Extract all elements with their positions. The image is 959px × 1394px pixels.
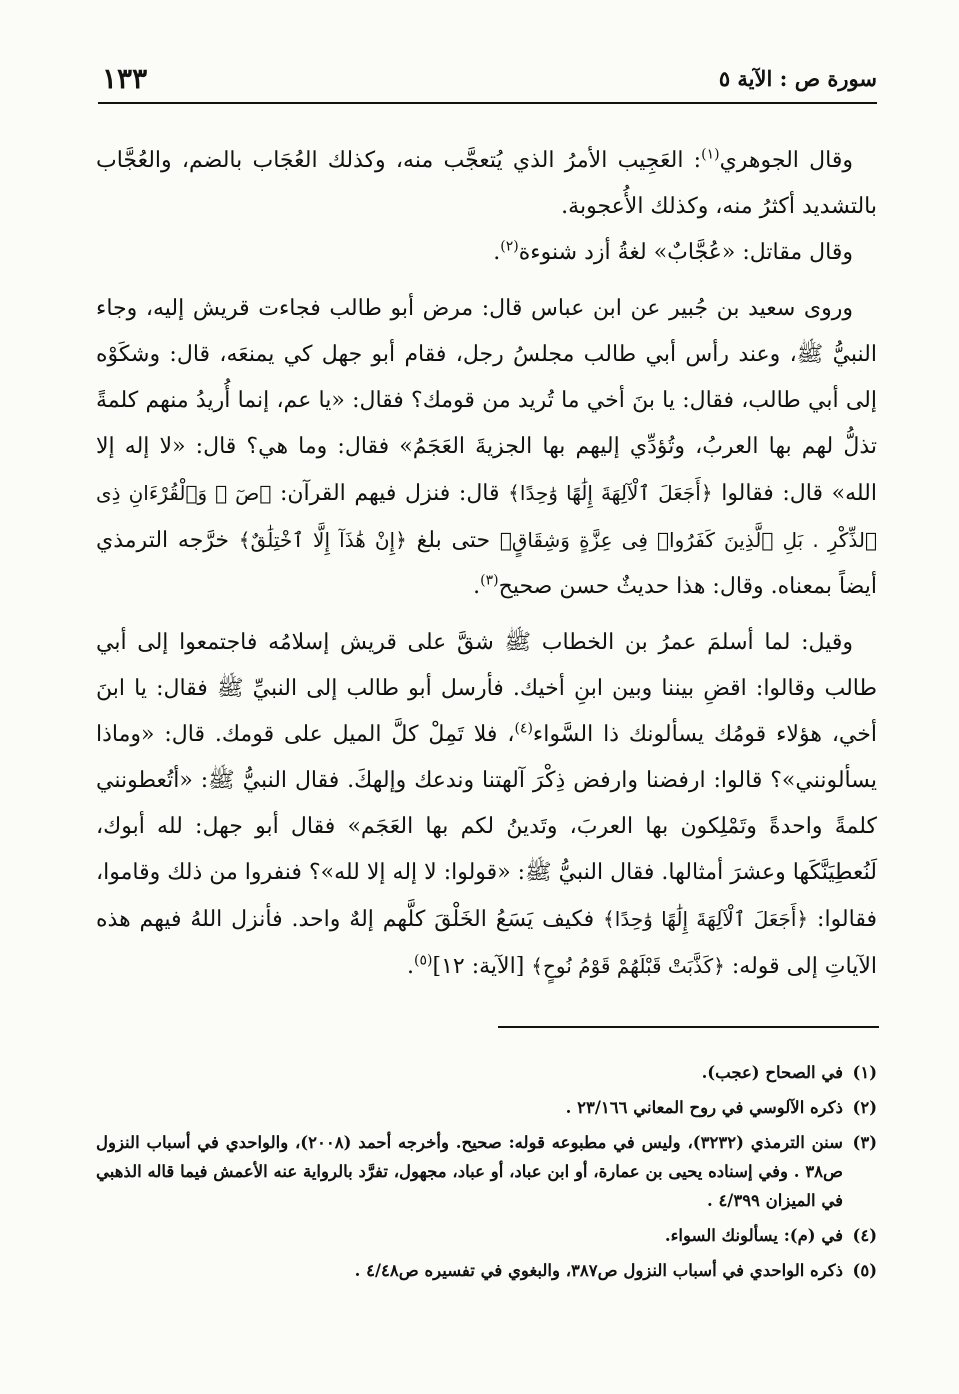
text-run: وقيل: لما أسلمَ عمرُ بن الخطاب ﷺ شقَّ على قريش إسلامُه فاجتمعوا إلى أبي طالب وقالوا: اقضِ بيننا وبين ابنِ أخيك. فأرسل أبو طالب إلى النبيِّ ﷺ فقال: يا ابنَ أخي، هؤلاء قومُك يسألونك ذا السَّواء (96, 630, 877, 747)
footnote-ref: (٥) (414, 952, 433, 969)
footnote-ref: (٣) (480, 572, 499, 589)
quran-verse: ﴿كَذَّبَتْ قَبْلَهُمْ قَوْمُ نُوحٍ﴾ (531, 954, 725, 978)
paragraph-ibn-abbas (96, 286, 877, 610)
quran-verse: ﴿أَجَعَلَ ٱلْآلِهَةَ إِلَٰهًا وَٰحِدًا﴾ (603, 907, 809, 931)
footnote-text: في الصحاح (عجب). (701, 1063, 843, 1082)
footnote-2 (96, 1093, 877, 1122)
footnote-number: (٣) (852, 1133, 877, 1152)
text-run: قال: فنزل فيهم القرآن: (271, 481, 509, 506)
footnote-ref: (٤) (514, 720, 533, 737)
text-run: وقال الجوهري (719, 148, 853, 173)
page-number: ١٣٣ (102, 62, 148, 95)
footnote-number: (٤) (852, 1226, 877, 1245)
footnote-text: ذكره الواحدي في أسباب النزول ص٣٨٧، والبغوي في تفسيره ص٤/٤٨ . (354, 1261, 843, 1280)
footnote-3 (96, 1128, 877, 1215)
footnote-4 (96, 1221, 877, 1250)
text-run: [الآية: ١٢] (432, 954, 532, 979)
footnote-divider (498, 1026, 879, 1028)
text-run: وروى سعيد بن جُبير عن ابن عباس قال: مرض أبو طالب فجاءت قريش إليه، وجاء النبيُّ ﷺ، وعند رأس أبي طالب مجلسُ رجل، فقام أبو جهل كي يمنعَه، قال: وشكَوْه إلى أبي طالب، فقال: يا بنَ أخي ما تُريد من قومك؟ فقال: «يا عم، إنما أُريدُ منهم كلمةً تذلُّ لهم بها العربُ، وتُؤدِّي إليهم بها الجزيةَ العَجَمُ» فقال: وما هي؟ قال: «لا إله إلا الله» قال: فقالوا (96, 296, 877, 506)
paragraph-muqatil (96, 230, 877, 276)
running-title: سورة ص : الآية ٥ (718, 66, 877, 91)
paragraph-jawhari (96, 138, 877, 230)
footnote-number: (١) (852, 1063, 877, 1082)
footnote-5 (96, 1256, 877, 1285)
footnote-1 (96, 1058, 877, 1087)
footnote-text: ذكره الآلوسي في روح المعاني ٢٣/١٦٦ . (565, 1098, 843, 1117)
text-run: حتى بلغ (406, 528, 500, 553)
text-run: : العَجِيب الأمرُ الذي يُتعجَّب منه، وكذلك العُجَاب بالضم، والعُجَّاب بالتشديد أكثرُ منه، وكذلك الأُعجوبة. (96, 148, 877, 219)
footnote-ref: (١) (701, 146, 720, 163)
text-run: خرَّجه الترمذي أيضاً بمعناه. وقال: هذا حديثٌ حسن صحيح (96, 528, 877, 599)
text-run: ، فلا تَمِلْ كلَّ الميل على قومك. قال: «وماذا يسألونني»؟ قالوا: ارفضنا وارفض ذِكْرَ آلهتنا وندعك وإلهكَ. فقال النبيُّ ﷺ: «أتُعطونني كلمةً واحدةً وتَمْلِكون بها العربَ، وتَدينُ لكم بها العَجَم» فقال أبو جهل: لله أبوك، لَنُعطِيَنَّكَها وعشرَ أمثالها. فقال النبيُّ ﷺ: «قولوا: لا إله إلا لله»؟ فنفروا من ذلك وقاموا، فقالوا: (96, 722, 877, 932)
footnote-ref: (٢) (500, 238, 519, 255)
text-run: . (493, 240, 501, 265)
quran-verse: ﴿صٓ ۚ وَٱلْقُرْءَانِ ذِى ٱلذِّكْرِ . بَلِ ٱلَّذِينَ كَفَرُوا۟ فِى عِزَّةٍ وَشِقَاقٍ﴾ (96, 481, 877, 552)
quran-verse: ﴿إِنْ هَٰذَآ إِلَّا ٱخْتِلَٰقٌ﴾ (238, 528, 407, 552)
text-run: . (407, 954, 415, 979)
main-text (96, 138, 877, 990)
text-run: . (473, 574, 481, 599)
footnotes (96, 1058, 877, 1291)
paragraph-umar (96, 620, 877, 990)
footnote-text: سنن الترمذي (٣٢٣٢)، وليس في مطبوعه قوله: صحيح. وأخرجه أحمد (٢٠٠٨)، والواحدي في أسباب النزول ص٣٨ . وفي إسناده يحيى بن عمارة، أو ابن عباد، أو عباد، مجهول، تفرَّد بالرواية عنه الأعمش فيما قاله الذهبي في الميزان ٤/٣٩٩ . (96, 1133, 843, 1210)
page-header (98, 56, 877, 104)
quran-verse: ﴿أَجَعَلَ ٱلْآلِهَةَ إِلَٰهًا وَٰحِدًا﴾ (508, 481, 713, 505)
footnote-number: (٥) (852, 1261, 877, 1280)
footnote-number: (٢) (852, 1098, 877, 1117)
footnote-text: في (م): يسألونك السواء. (664, 1226, 843, 1245)
text-run: فكيف يَسَعُ الخَلْقَ كلَّهم إلهٌ واحد. فأنزل اللهُ فيهم هذه الآياتِ إلى قوله: (96, 907, 877, 979)
text-run: وقال مقاتل: «عُجَّابٌ» لغةُ أزد شنوءة (518, 240, 853, 265)
